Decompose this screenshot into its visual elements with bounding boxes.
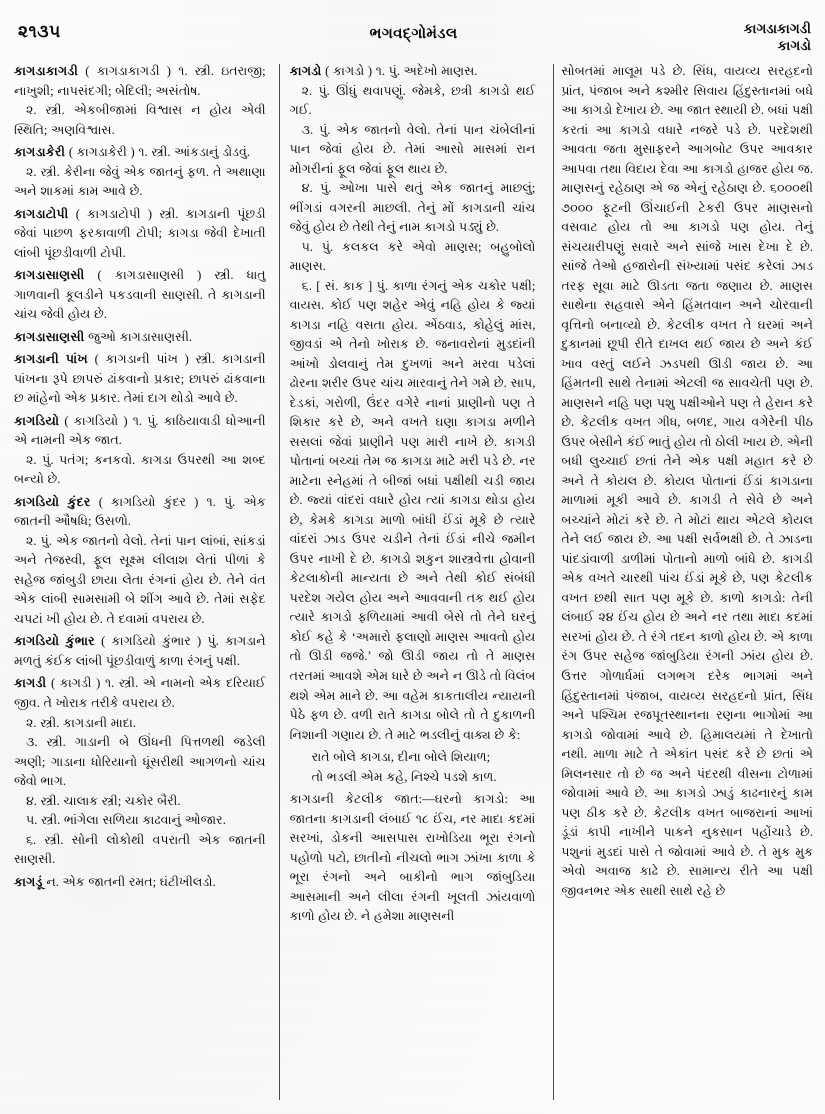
dictionary-entry bbox=[14, 266, 266, 325]
dictionary-entry bbox=[14, 350, 266, 409]
entry-sense bbox=[14, 101, 266, 140]
sense-text: ૨. સ્ત્રી. કાગડાની માદા. bbox=[26, 715, 137, 730]
entry-first-sense bbox=[14, 412, 266, 451]
entry-sense bbox=[14, 163, 266, 202]
entry-pronunciation: ( કાગડાકાગડી ) bbox=[85, 64, 171, 78]
entry-first-sense bbox=[14, 328, 266, 348]
sense-text: ૫. પું. કલકલ કરે એવો માણસ; બહુબોલો માણસ. bbox=[289, 239, 536, 274]
entry-sense bbox=[290, 179, 536, 238]
entry-pronunciation: ( કાગડાકેરી ) bbox=[68, 145, 135, 160]
entry-headword: કાગડો bbox=[289, 64, 322, 78]
entry-sense bbox=[14, 733, 266, 792]
dictionary-entry bbox=[14, 62, 266, 140]
entry-pronunciation: ( કાગડી ) bbox=[50, 676, 101, 691]
sense-text: ૫. સ્ત્રી. ભાંગેલા સળિયા કાઢવાનું ઓજાર. bbox=[26, 813, 226, 828]
entry-first-sense bbox=[14, 62, 266, 101]
sense-text: ૧. પું. કાઠિયાવાડી ધોઆની એ નામની એક જાત. bbox=[14, 413, 266, 448]
entry-first-sense bbox=[14, 632, 266, 671]
sense-text: ૨. પું. પતંગ; કનકવો. કાગડા ઉપરથી આ શબ્દ બન્યો છે. bbox=[14, 452, 266, 487]
sense-text: સ્ત્રી. ધાતુ ગાળવાની કૂલડીને પકડવાની સાણસી. તે કાગડાની ચાંચ જેવી હોય છે. bbox=[14, 268, 266, 322]
entry-first-sense bbox=[14, 266, 266, 325]
column-right bbox=[547, 62, 817, 1108]
entry-headword: કાગડી bbox=[14, 676, 47, 691]
entry-sense bbox=[290, 277, 536, 745]
entry-pronunciation: ( કાગડો ) bbox=[325, 64, 373, 78]
column-left bbox=[8, 62, 278, 1108]
dictionary-entry bbox=[14, 205, 266, 264]
sense-text: ન. એક જાતની રમત; ઘંટીખીલડો. bbox=[46, 874, 216, 889]
entry-continuation: કાગડાની કેટલીક જાત:—ઘરનો કાગડો: આ જાતના કાગડાની લંબાઈ ૧૮ ઈંચ, નર માદા કદમાં સરખાં, ડોકની આસપાસ રાખોડિયા ભૂરા રંગનો પહોળો પટો, છાતીનો નીચલો ભાગ ઝાંખા કાળા કે ભૂરા રંગનો અને બાકીનો ભાગ જાંબુડિયા આસમાની અને લીલા રંગની ખૂલતી ઝાંયવાળો કાળો હોય છે. ને હમેશા માણસની bbox=[289, 792, 536, 924]
sense-text: ૧. પું. એક જાતની ઔષધિ; ઉસળો. bbox=[14, 494, 266, 529]
entry-headword: કાગડૂં bbox=[14, 874, 43, 889]
sense-text: ૨. પું. ઊંધું થવાપણું. જેમકે, છત્રી કાગડો થઈ ગઈ. bbox=[289, 83, 536, 118]
sense-text: જુઓ કાગડાસાણસી. bbox=[88, 329, 193, 344]
entry-headword: કાગડાકાગડી bbox=[14, 64, 79, 78]
entry-headword: કાગડાકેરી bbox=[14, 145, 66, 160]
entry-sense bbox=[14, 792, 266, 812]
guide-word-last: કાગડો bbox=[777, 37, 811, 53]
dictionary-entry bbox=[14, 493, 266, 630]
entry-sense bbox=[290, 238, 536, 277]
guide-words bbox=[744, 21, 811, 55]
dictionary-entry bbox=[14, 412, 266, 490]
sense-text: સ્ત્રી. કાગડાની પૂંછડી જેવાં પાછળ ફરકાવાળી ટોપી; કાગડા જેવી દેખાતી લાંબી પૂંછડીવાળી ટોપી. bbox=[14, 206, 266, 260]
entry-headword: કાગડાસાણસી bbox=[14, 329, 85, 344]
entry-headword: કાગડાટોપી bbox=[14, 206, 69, 221]
entry-sense bbox=[14, 714, 266, 734]
entry-headword: કાગડાસાણસી bbox=[14, 268, 85, 283]
dictionary-entry bbox=[290, 62, 536, 927]
entry-sense bbox=[14, 451, 266, 490]
sense-text: ૧. સ્ત્રી. આંકડાનું ડોડવું. bbox=[138, 145, 251, 160]
column-continuation-text: સોબતમાં માલૂમ પડે છે. સિંધ, વાયવ્ય સરહદનો પ્રાંત, પંજાબ અને કશ્મીર સિવાય હિંદુસ્તાનમાં બધે આ કાગડો દેખાય છે. આ જાત સ્થાયી છે. બધાં પક્ષી કરતાં આ કાગડો વધારે નજરે પડે છે. પરદેશથી આવતા જતા મુસાફરને આગબોટ ઉપર આવકાર આપવા તથા વિદાય દેવા આ કાગડો હાજર હોય જ. માણસનું રહેઠાણ એ જ એનું રહેઠાણ છે. ૬૦૦૦થી ૭૦૦૦ ફૂટની ઊંચાઈની ટેકરી ઉપર માણસનો વસવાટ હોય તો આ કાગડો પણ હોય. તેનું સંચયારીપણું સવારે અને સાંજે ખાસ દેખા દે છે. સાંજે તેઓ હજારોની સંખ્યામાં પસંદ કરેલાં ઝાડ તરફ સૂવા માટે ઊડતા જતા જણાય છે. માણસ સાથેના સહવાસે એને હિંમતવાન અને ચોરવાની વૃત્તિનો બનાવ્યો છે. કેટલીક વખત તે ઘરમાં અને દુકાનમાં છૂપી રીતે દાખલ થઈ જાય છે અને કંઈ ખાવ વસ્તું લઈને ઝડપથી ઊડી જાય છે. આ હિંમતની સાથે તેનામાં એટલી જ સાવચેતી પણ છે. માણસને નહિ પણ પશુ પક્ષીઓને પણ તે હેરાન કરે છે. કેટલીક વખત ગીધ, બળદ, ગાય વગેરેની પીઠ ઉપર બેસીને કંઈ ભાતું હોય તો ઠોલી ખાય છે. એની બધી લુચ્ચાઈ છતાં તેને એક પક્ષી મહાત કરે છે અને તે કોયલ છે. કોયલ પોતાનાં ઈંડાં કાગડાના માળામાં મૂકી આવે છે. કાગડી તે સેવે છે અને બચ્ચાંને મોટાં કરે છે. તે મોટાં થાય એટલે કોયલ તેને લઈ જાય છે. આ પક્ષી સર્વભક્ષી છે. તે ઝાડના પાંદડાંવાળી ડાળીમાં પોતાનો માળો બાંધે છે. કાગડી એક વખતે ચારથી પાંચ ઈંડાં મૂકે છે, પણ કેટલીક વખત છથી સાત પણ મૂકે છે. કાળો કાગડો: તેની લંબાઈ ૨૪ ઈંચ હોય છે અને નર તથા માદા કદમાં સરખાં હોય છે. તે રંગે તદન કાળો હોય છે. એ કાળા રંગ ઉપર સહેજ જાંબુડિયા રંગની ઝાંય હોય છે. ઉત્તર ગોળાર્ધમાં લગભગ દરેક ભાગમાં અને હિંદુસ્તાનમાં પંજાબ, વાયવ્ય સરહદનો પ્રાંત, સિંધ અને પશ્ચિમ રજપૂતસ્થાનના રણના ભાગોમાં આ કાગડો જોવામાં આવે છે. હિમાલયમાં તે દેખાતો નથી. માળા માટે તે એકાંત પસંદ કરે છે છતાં એ મિલનસાર તો છે જ અને પંદરથી વીસના ટોળામાં જોવામાં આવે છે. આ કાગડો ઝાડું કાઢનારનું કામ પણ ઠીક કરે છે. કેટલીક વખત બાજરાનાં આખાં ડૂંડાં કાપી નાખીને પાકને નુકસાન પહોંચાડે છે. પશુનાં મુડદાં પાસે તે જોવામાં આવે છે. તે મુક મુક એવો અવાજ કાઢે છે. સામાન્ય રીતે આ પક્ષી જીવનભર એક સાથી સાથે રહે છે bbox=[561, 64, 813, 898]
entry-pronunciation: ( કાગડિયો કુંભાર ) bbox=[101, 634, 202, 649]
verse-line: રાતે બોલે કાગડા, દીના બોલે શિયાળ; bbox=[311, 750, 491, 765]
entry-headword: કાગડિયો કુંભાર bbox=[14, 634, 95, 649]
sense-text: સ્ત્રી. કાગડાની પાંખના રૂપે છાપરું ઢાંકવાનો પ્રકાર; છાપરું ઢાંકવાના છ માંહેનો એક પ્રકાર. તેમાં દાગ થોડો આવે છે. bbox=[14, 352, 266, 406]
entry-sense bbox=[14, 532, 266, 630]
entry-pronunciation: ( કાગડાની પાંખ ) bbox=[94, 352, 189, 367]
sense-text: પું. કાગડાને મળતું કંઈક લાંબી પૂંછડીવાળું કાળા રંગનું પક્ષી. bbox=[14, 634, 266, 668]
dictionary-entry bbox=[14, 873, 266, 893]
entry-first-sense bbox=[290, 62, 536, 82]
entry-first-sense bbox=[14, 493, 266, 532]
sense-text: ૧. પું. અદેખો માણસ. bbox=[375, 64, 478, 78]
page-number: ૨૧૩૫ bbox=[18, 22, 61, 41]
entry-pronunciation: ( કાગડાસાણસી ) bbox=[97, 268, 202, 283]
entry-headword: કાગડિયો કુંદર bbox=[14, 494, 91, 509]
sense-text: ૨. સ્ત્રી. કેરીના જેવું એક જાતનું ફળ. તે અથાણા અને શાકમાં કામ આવે છે. bbox=[14, 164, 266, 199]
entry-first-sense bbox=[14, 205, 266, 264]
column-middle bbox=[278, 62, 548, 1108]
sense-text: ૪. પું. ઓખા પાસે થતું એક જાતનું માછલું; ભીંગડાં વગરની માછલી. તેનું મોં કાગડાની ચાંચ જેવું હોય છે તેથી તેનું નામ કાગડો પડ્યું છે. bbox=[289, 181, 536, 235]
entry-pronunciation: ( કાગડાટોપી ) bbox=[75, 206, 153, 221]
entry-sense bbox=[14, 811, 266, 831]
sense-text: ૧. સ્ત્રી. એ નામનો એક દરિયાઈ જીવ. તે ખોરાક તરીકે વપરાય છે. bbox=[14, 676, 266, 710]
entry-pronunciation: ( કાગડિયો ) bbox=[64, 413, 128, 428]
dictionary-entry bbox=[14, 632, 266, 671]
entry-sense bbox=[290, 82, 536, 121]
sense-text: ૪. સ્ત્રી. ચાલાક સ્ત્રી; ચકોર બૈરી. bbox=[26, 793, 181, 808]
sense-text: ૬. [ સં. કાક ] પું. કાળા રંગનું એક ચકોર પક્ષી; વાયસ. કોઈ પણ શહેર એવું નહિ હોય કે જ્યાં કાગડા નહિ વસતા હોય. એંઠવાડ, કોહેલું માંસ, જીવડાં એ તેનો ખોરાક છે. જનાવરોનાં મુડદાંની આંખો ડોલવાનું તેમ દુખળાં અને મરવા પડેલાં ઢોરના શરીર ઉપર ચાંચ મારવાનું તેને ગમે છે. સાપ, દેડકાં, ગરોળી, ઉંદર વગેરે નાનાં પ્રાણીનો પણ તે શિકાર કરે છે, અને વખતે ઘણા કાગડા મળીને સસલાં જેવાં પ્રાણીને પણ મારી નાખે છે. કાગડી પોતાનાં બચ્ચાં તેમ જ કાગડા માટે મરી પડે છે. નર માટેના સ્નેહમાં તે બીજાં બધાં પક્ષીથી ચડી જાય છે. જ્યાં વાંદરાં વધારે હોય ત્યાં કાગડા થોડા હોય છે, કેમકે કાગડા માળો બાંધી ઈંડાં મૂકે છે ત્યારે વાંદરાં ઝાડ ઉપર ચડીને તેનાં ઈંડાં નીચે જમીન ઉપર નાખી દે છે. કાગડો શકુન શાસ્ત્રવેત્તા હોવાની કેટલાકોની માન્યતા છે અને તેથી કોઈ સંબંધી પરદેશ ગયેલ હોય અને આવવાની તક થઈ હોય ત્યારે કાગડો ફળિયામાં આવી બેસે તો તેને ઘરનું કોઈ કહે કે ‘અમારો ફલાણો માણસ આવતો હોય તો ઊડી જજે.’ જો ઊડી જાય તો તે માણસ તરતમાં આવશે એમ ધારે છે અને ન ઊડે તો વિલંબ થશે એમ માને છે. આ વહેમ કાકતાલીય ન્યાયની પેઠે ફળ છે. વળી રાતે કાગડા બોલે તો તે દુકાળની નિશાની ગણાય છે. તે માટે ભડલીનું વાક્ય છે કે: bbox=[289, 278, 536, 742]
entry-headword: કાગડિયો bbox=[14, 413, 60, 428]
dictionary-entry bbox=[14, 328, 266, 348]
entry-headword: કાગડાની પાંખ bbox=[14, 352, 88, 367]
sense-text: ૧. સ્ત્રી. ઇતરાજી; નાખુશી; નાપસંદગી; બેદિલી; અસંતોષ. bbox=[14, 64, 266, 98]
dictionary-entry bbox=[14, 143, 266, 202]
sense-text: ૩. પું. એક જાતનો વેલો. તેનાં પાન ચંબેલીનાં પાન જેવાં હોય છે. તેમાં આસો માસમાં રાન મોગરીનાં ફૂલ જેવાં ફૂલ થાય છે. bbox=[289, 122, 536, 176]
quoted-verse bbox=[290, 748, 536, 787]
verse-line: તો ભડલી એમ કહે, નિશ્ચે પડશે કાળ. bbox=[311, 769, 497, 784]
entry-first-sense bbox=[14, 674, 266, 713]
entry-pronunciation: ( કાગડિયો કુંદર ) bbox=[98, 494, 199, 509]
sense-text: ૨. સ્ત્રી. એકબીજામાં વિશ્વાસ ન હોય એવી સ્થિતિ; અણવિશ્વાસ. bbox=[14, 103, 266, 137]
dictionary-entry bbox=[14, 674, 266, 869]
entry-first-sense bbox=[14, 143, 266, 163]
sense-text: ૩. સ્ત્રી. ગાડાની બે ઊંધની પિત્તળથી જડેલી અણી; ગાડાના ધોરિયાનો ધૂંસરીથી આગળનો ચાંચ જેવો ભાગ. bbox=[14, 735, 266, 789]
entry-first-sense bbox=[14, 873, 266, 893]
entry-first-sense bbox=[14, 350, 266, 409]
book-title: ભગવદ્ગોમંડલ bbox=[369, 26, 458, 42]
entry-sense bbox=[290, 121, 536, 180]
guide-word-first: કાગડાકાગડી bbox=[743, 21, 811, 36]
entry-sense bbox=[14, 831, 266, 870]
text-columns bbox=[8, 62, 817, 1108]
sense-text: ૨. પું. એક જાતનો વેલો. તેનાં પાન લાંબાં, સાંકડાં અને તેજસ્વી, ફૂલ સૂક્ષ્મ લીલાશ લેતાં પીળાં કે સહેજ જાંબુડી છાયા લેતા રંગનાં હોય છે. તેને વંત એક લાંબી સામસામી બે શીંગ આવે છે. તેમાં સફેદ ચપટાં ખી હોય છે. તે દવામાં વપરાય છે. bbox=[14, 533, 266, 626]
sense-text: ૬. સ્ત્રી. સોની લોકોથી વપરાતી એક જાતની સાણસી. bbox=[14, 832, 266, 867]
